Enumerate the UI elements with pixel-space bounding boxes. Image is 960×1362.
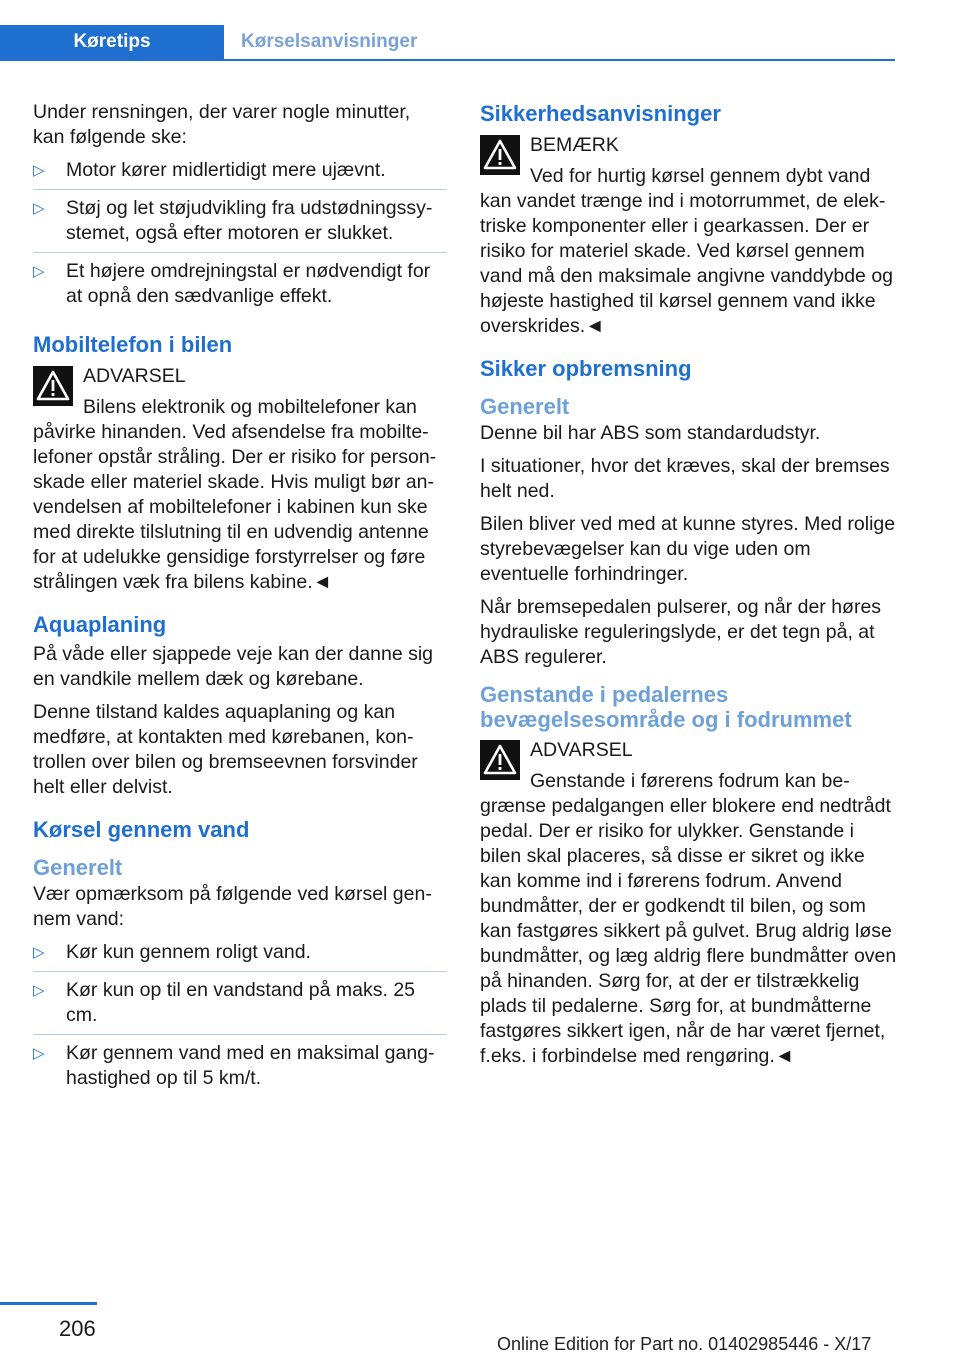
mobile-warning <box>33 364 447 595</box>
aquaplaning-paragraph-1: På våde eller sjappede veje kan der danne sig en vandkile mellem dæk og kørebane. <box>33 643 434 690</box>
triangle-bullet-icon: ▷ <box>33 1045 45 1062</box>
brake-paragraph-3: Bilen bliver ved med at kunne styres. Med rolige styrebevægelser kan du vige uden om eventuelle forhindringer. <box>480 513 896 585</box>
water-paragraph: Vær opmærksom på følgende ved kørsel gennem vand: <box>33 883 432 930</box>
edition-label: Online Edition for Part no. 01402985446 - X/17 <box>497 1334 872 1354</box>
list-item: ▷ Kør kun op til en vandstand på maks. 25 cm. <box>33 978 447 1035</box>
tab-korselsanvisninger[interactable]: Kørselsanvisninger <box>241 31 418 52</box>
list-item: ▷ Kør gennem vand med en maksimal ganghastighed op til 5 km/t. <box>33 1042 435 1089</box>
objects-heading: Genstande i pedalernes bevægelsesområde og i fodrummet <box>480 682 852 732</box>
warning-text: Genstande i førerens fodrum kan begrænse pedalgangen eller blokere end nedtrådt pedal. Der er risiko for ulykker. Genstande i bilen skal placeres, så disse er sikret og ikke kan komme ind i førerens fodrum. Anvend bundmåtter, der er godkendt til bilen, og som kan fastgøres sikkert på gulvet. Brug aldrig løse bundmåtter, og læg aldrig flere bundmåtter oven på hinanden. Sørg for, at der er tilstrækkelig plads til pedalerne. Sørg for, at bundmåtterne fastgøres sikkert igen, når de har været fjernet, f.eks. i forbindelse med rengøring.◄ <box>480 770 897 1067</box>
list-item: ▷ Motor kører midlertidigt mere ujævnt. <box>33 158 447 190</box>
warning-icon <box>480 135 520 175</box>
water-list <box>33 940 447 1097</box>
aquaplaning-heading: Aquaplaning <box>33 612 167 637</box>
list-item: ▷ Et højere omdrejningstal er nødvendigt for at opnå den sædvanlige effekt. <box>33 260 431 307</box>
tab-koretips[interactable]: Køretips <box>0 25 224 59</box>
warning-icon <box>480 740 520 780</box>
water-subheading: Generelt <box>33 855 123 880</box>
brake-paragraph-1: Denne bil har ABS som standardudstyr. <box>480 422 821 444</box>
left-column <box>33 100 447 1107</box>
mobile-heading: Mobiltelefon i bilen <box>33 332 233 357</box>
aquaplaning-paragraph-2: Denne tilstand kaldes aquaplaning og kan medføre, at kontakten med kørebanen, kontrollen over bilen og bremseevnen forsvinder helt eller delvist. <box>33 701 418 798</box>
water-heading: Kørsel gennem vand <box>33 817 250 842</box>
list-item: ▷ Kør kun gennem roligt vand. <box>33 940 447 972</box>
brake-subheading: Generelt <box>480 394 570 419</box>
triangle-bullet-icon: ▷ <box>33 944 45 961</box>
note-text: Ved for hurtig kørsel gennem dybt vand kan vandet trænge ind i motorrummet, de elektriske komponenter eller i gearkassen. Der er risiko for materiel skade. Ved kørsel gennem vand må den maksimale angivne vanddybde og højeste hastighed til kørsel gennem vand ikke overskrides.◄ <box>480 165 894 337</box>
brake-heading: Sikker opbremsning <box>480 356 692 381</box>
page-number: 206 <box>59 1316 96 1341</box>
intro-list <box>33 158 447 315</box>
page-header <box>0 25 895 61</box>
warning-text: Bilens elektronik og mobiltelefoner kan påvirke hinanden. Ved afsendelse fra mobiltelefoner opstår stråling. Der er risiko for personskade eller materiel skade. Hvis muligt bør anvendelsen af mobiltelefoner i kabinen kun ske med direkte tilslutning til en udvendig antenne for at udelukke gensidige forstyrrelser og føre strålingen væk fra bilens kabine.◄ <box>33 396 437 593</box>
safety-heading: Sikkerhedsanvisninger <box>480 101 721 126</box>
triangle-bullet-icon: ▷ <box>33 982 45 999</box>
list-item: ▷ Støj og let støjudvikling fra udstødningssystemet, også efter motoren er slukket. <box>33 196 447 253</box>
note-title: BEMÆRK <box>530 134 619 156</box>
header-rule <box>0 59 895 61</box>
warning-title: ADVARSEL <box>83 365 186 387</box>
brake-paragraph-2: I situationer, hvor det kræves, skal der bremses helt ned. <box>480 455 890 502</box>
right-column <box>480 100 898 1077</box>
triangle-bullet-icon: ▷ <box>33 200 45 217</box>
warning-icon <box>33 366 73 406</box>
safety-note <box>480 133 898 339</box>
objects-warning <box>480 738 898 1069</box>
intro-paragraph: Under rensningen, der varer nogle minutter, kan følgende ske: <box>33 101 411 148</box>
triangle-bullet-icon: ▷ <box>33 162 45 179</box>
warning-title: ADVARSEL <box>530 739 633 761</box>
footer-rule <box>0 1302 97 1305</box>
brake-paragraph-4: Når bremsepedalen pulserer, og når der høres hydrauliske reguleringslyde, er det tegn på, at ABS regulerer. <box>480 596 882 668</box>
triangle-bullet-icon: ▷ <box>33 263 45 280</box>
